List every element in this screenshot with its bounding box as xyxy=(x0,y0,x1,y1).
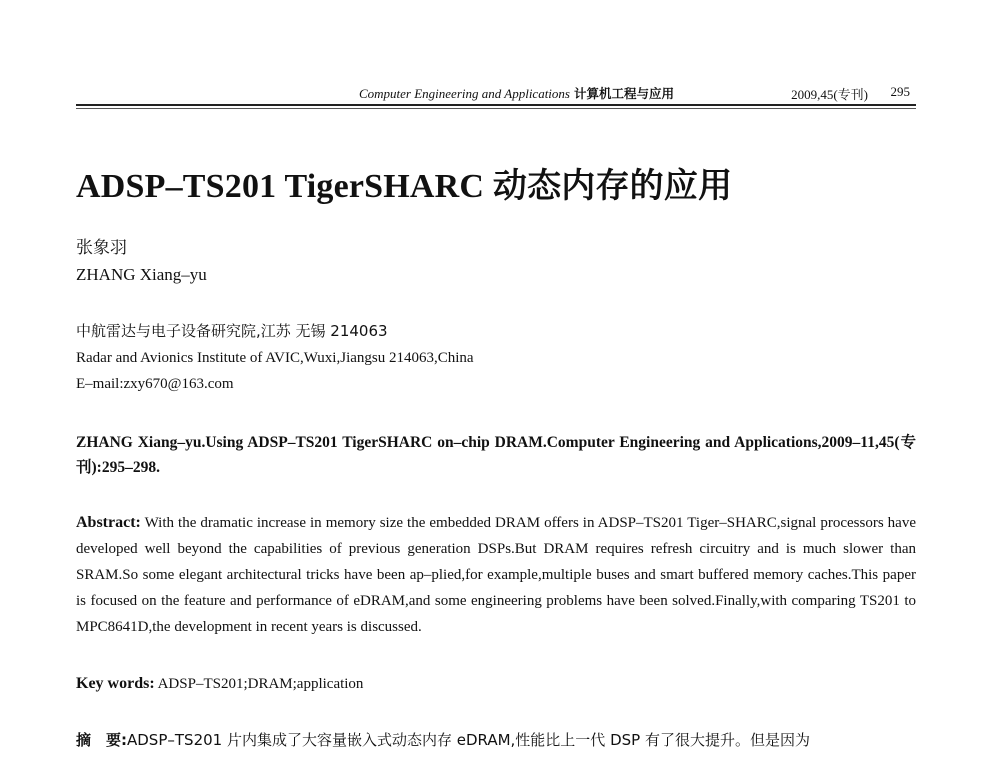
paper-title xyxy=(76,158,732,207)
paper-title-latin: ADSP–TS201 TigerSHARC xyxy=(76,168,485,205)
abstract-cn xyxy=(76,727,916,753)
running-header xyxy=(76,84,914,104)
citation-part-cn: 专刊 xyxy=(76,433,916,476)
header-rule-thick xyxy=(76,104,916,106)
citation-part1: ZHANG Xiang–yu.Using ADSP–TS201 TigerSHARC on–chip DRAM.Computer Engineering and Applications,2009–11,45( xyxy=(76,434,900,451)
author-name-en: ZHANG Xiang–yu xyxy=(76,265,207,284)
author-email: E–mail:zxy670@163.com xyxy=(76,376,234,392)
header-rule-thin xyxy=(76,108,916,109)
author-name-cn: 张象羽 xyxy=(76,238,127,258)
abstract xyxy=(76,510,916,640)
keywords-label: Key words: xyxy=(76,675,155,692)
journal-name xyxy=(359,84,674,102)
abstract-cn-text: ADSP–TS201 片内集成了大容量嵌入式动态内存 eDRAM,性能比上一代 DSP 有了很大提升。但是因为 xyxy=(127,731,810,749)
journal-name-cn: 计算机工程与应用 xyxy=(573,86,674,101)
issue-label: 2009,45(专刊) xyxy=(791,87,868,102)
keywords xyxy=(76,675,363,693)
citation-part2: ):295–298. xyxy=(91,459,160,476)
affiliation-en: Radar and Avionics Institute of AVIC,Wuxi,Jiangsu 214063,China xyxy=(76,350,474,366)
affiliation-cn: 中航雷达与电子设备研究院,江苏 无锡 214063 xyxy=(76,322,388,340)
keywords-text: ADSP–TS201;DRAM;application xyxy=(157,676,364,692)
page-number: 295 xyxy=(890,84,910,99)
citation xyxy=(76,430,916,480)
abstract-text: With the dramatic increase in memory size the embedded DRAM offers in ADSP–TS201 Tiger–SHARC,signal processors have developed well beyond the capabilities of previous generation DSPs.But DRAM requires refresh circuitry and is much slower than SRAM.So some elegant architectural tricks have been ap–plied,for example,multiple buses and smart buffered memory caches.This paper is focused on the feature and performance of eDRAM,and some engineering problems have been solved.Finally,with comparing TS201 to MPC8641D,the development in recent years is discussed. xyxy=(76,515,916,635)
abstract-cn-label: 摘 要: xyxy=(76,731,127,749)
abstract-label: Abstract: xyxy=(76,514,141,531)
paper-title-cn: 动态内存的应用 xyxy=(492,166,733,206)
journal-name-en: Computer Engineering and Applications xyxy=(358,86,570,101)
